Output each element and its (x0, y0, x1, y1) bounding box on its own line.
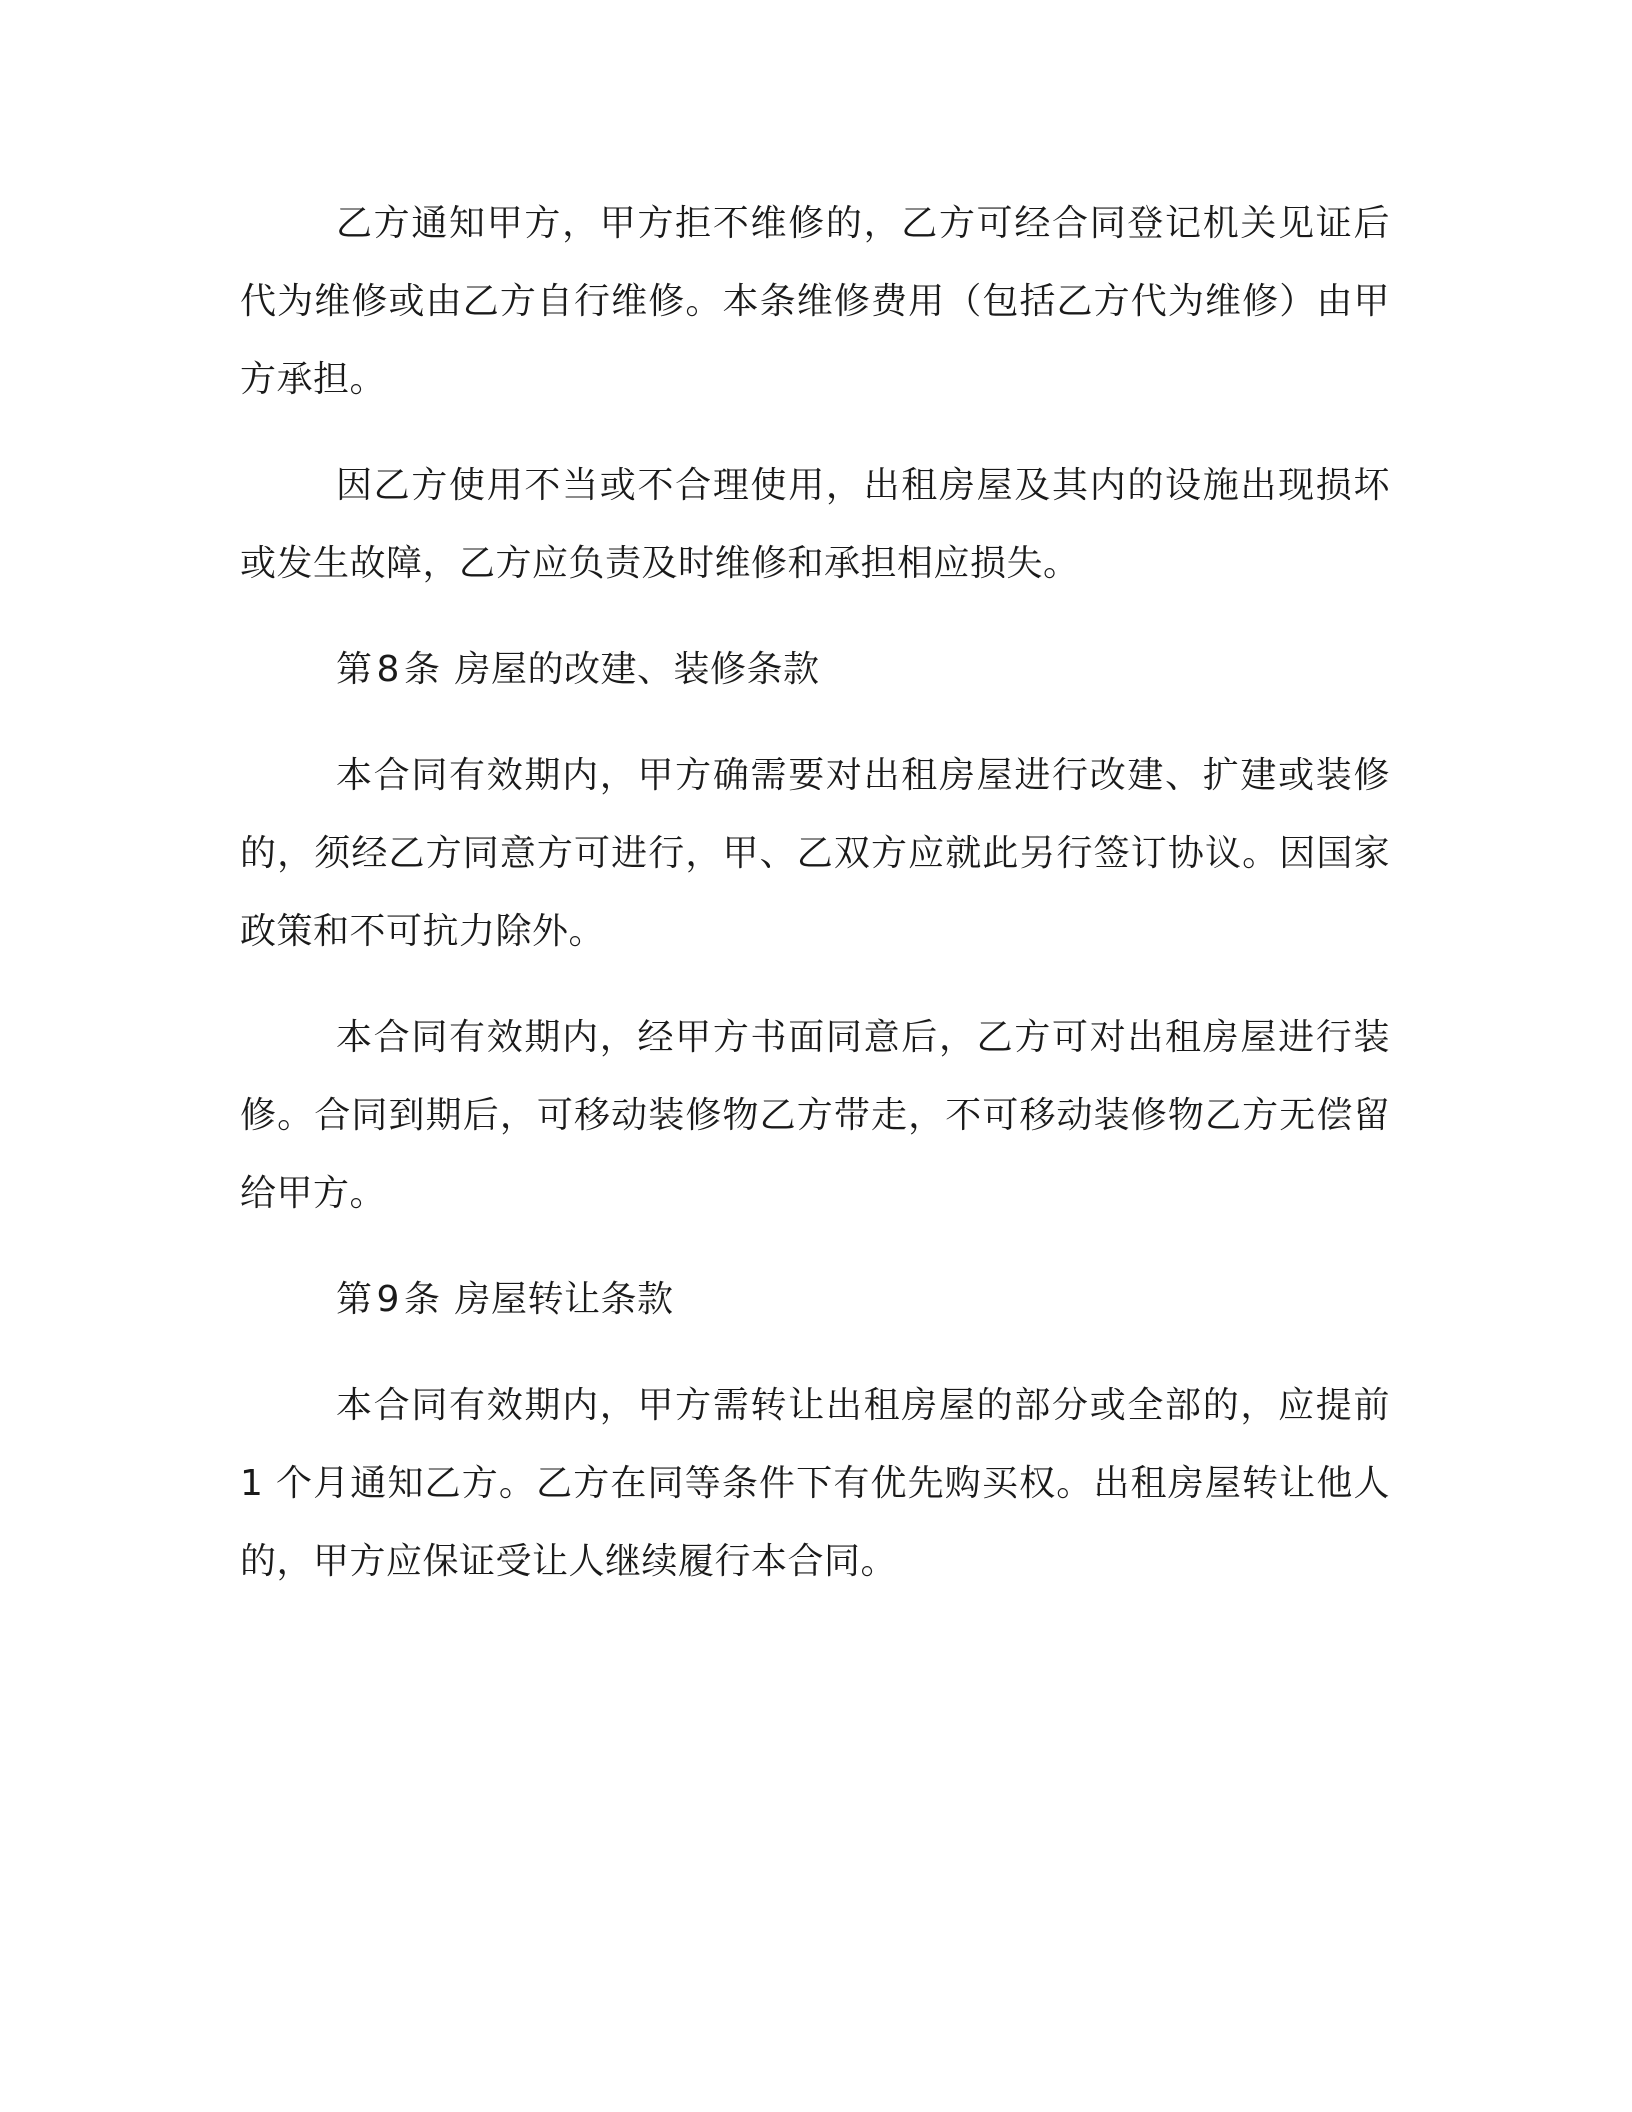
document-page (240, 185, 1390, 1629)
article-title: 房屋转让条款 (454, 1279, 674, 1320)
paragraph-tenant-decoration: 本合同有效期内，经甲方书面同意后，乙方可对出租房屋进行装修。合同到期后，可移动装修物乙方带走，不可移动装修物乙方无偿留给甲方。 (240, 1017, 1390, 1214)
article-9-heading (240, 1261, 1390, 1339)
article-suffix: 条 (403, 649, 441, 690)
article-title: 房屋的改建、装修条款 (454, 649, 820, 690)
paragraph-landlord-renovation: 本合同有效期内，甲方确需要对出租房屋进行改建、扩建或装修的，须经乙方同意方可进行，甲、乙双方应就此另行签订协议。因国家政策和不可抗力除外。 (240, 755, 1390, 952)
paragraph-improper-use: 因乙方使用不当或不合理使用，出租房屋及其内的设施出现损坏或发生故障，乙方应负责及时维修和承担相应损失。 (240, 465, 1390, 584)
article-number: 9 (376, 1279, 400, 1320)
paragraph-house-transfer: 本合同有效期内，甲方需转让出租房屋的部分或全部的，应提前 1 个月通知乙方。乙方在同等条件下有优先购买权。出租房屋转让他人的，甲方应保证受让人继续履行本合同。 (240, 1385, 1390, 1582)
article-prefix: 第 (336, 649, 373, 690)
article-suffix: 条 (403, 1279, 441, 1320)
article-prefix: 第 (336, 1279, 373, 1320)
article-8-heading (240, 631, 1390, 709)
paragraph-repair-refusal: 乙方通知甲方，甲方拒不维修的，乙方可经合同登记机关见证后代为维修或由乙方自行维修。本条维修费用（包括乙方代为维修）由甲方承担。 (240, 203, 1390, 400)
article-number: 8 (376, 649, 400, 690)
